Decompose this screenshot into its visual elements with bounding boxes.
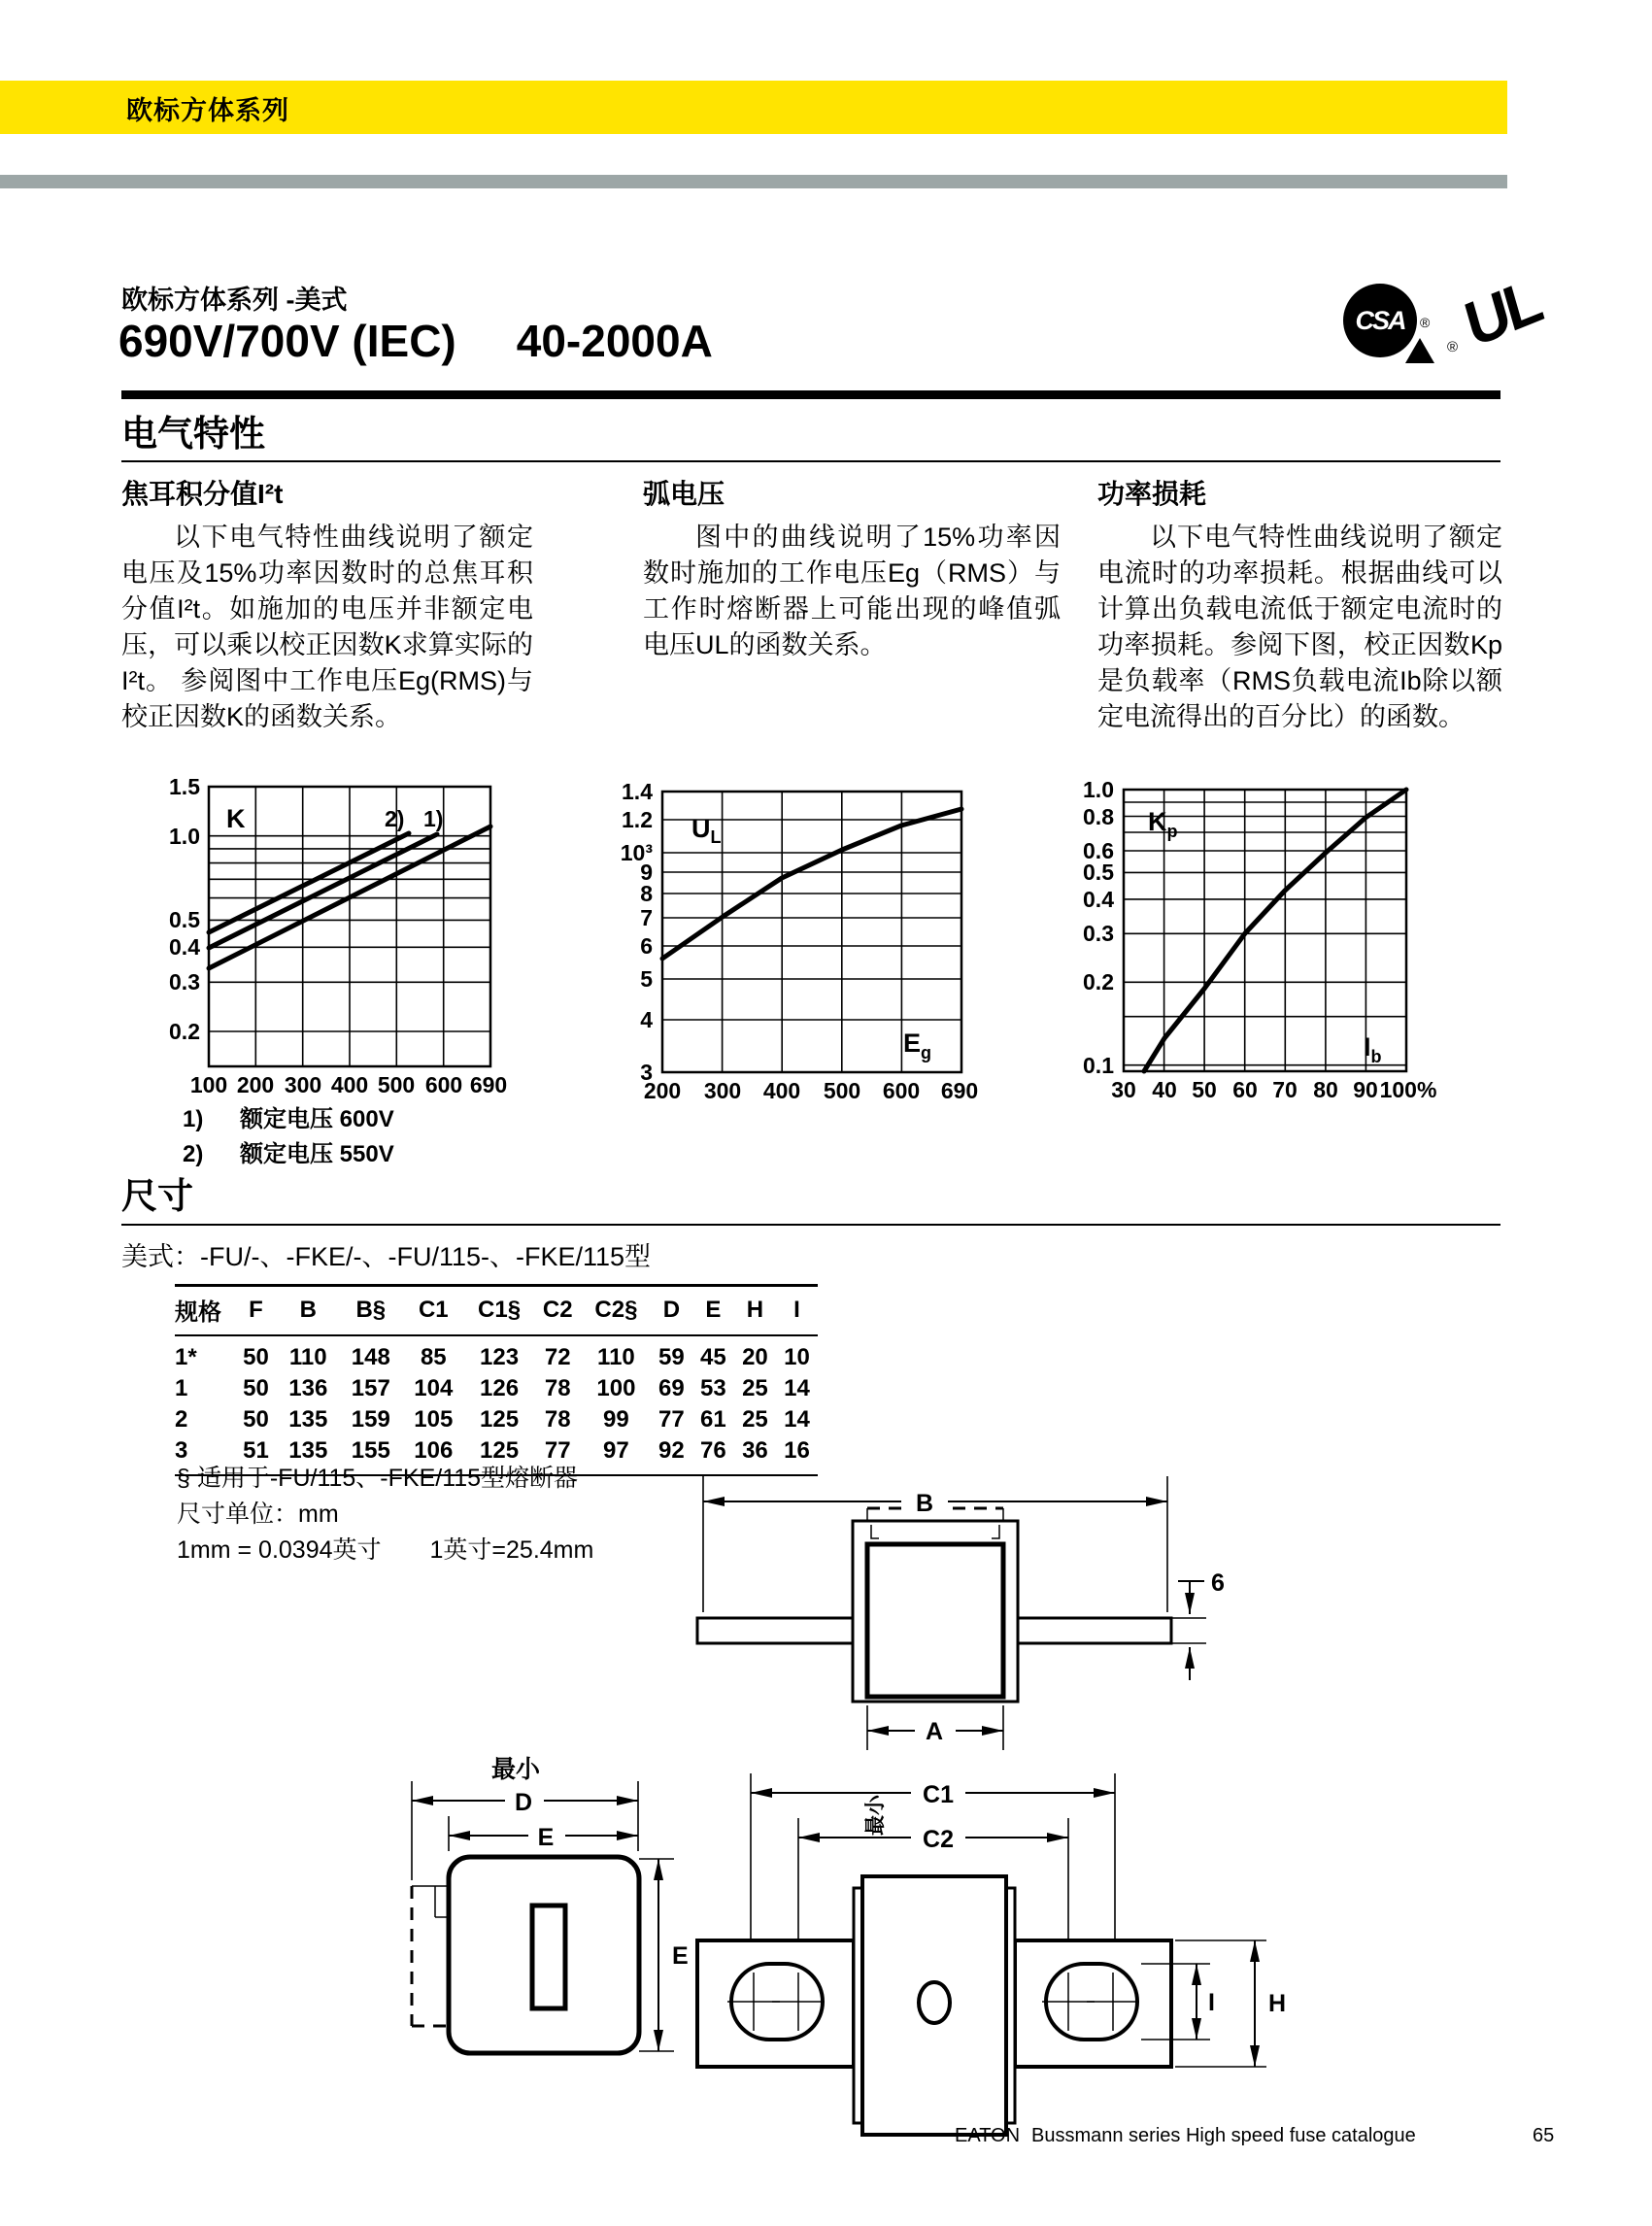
chart-power-loss-correction [1049,762,1476,1112]
table-header-cell: C2§ [582,1286,651,1336]
svg-text:0.3: 0.3 [1083,921,1114,946]
svg-text:50: 50 [1192,1077,1217,1102]
csa-letters: CSA [1355,305,1405,335]
svg-text:1.2: 1.2 [622,807,653,832]
svg-text:90: 90 [1353,1077,1378,1102]
table-cell: 77 [534,1435,582,1475]
table-cell: 100 [596,1375,636,1401]
dimension-table [175,1284,818,1476]
table-cell: 50 [243,1344,269,1370]
table-header-cell: F [235,1286,277,1336]
table-row [175,1335,818,1373]
dimension-table-wrap [175,1284,818,1476]
svg-text:0.4: 0.4 [169,934,200,960]
dim-label-H: H [1268,1990,1287,2017]
column-power-loss [1097,473,1502,735]
svg-text:100: 100 [189,1072,228,1097]
table-cell: 53 [700,1375,726,1401]
svg-text:1.0: 1.0 [169,824,200,849]
chart-legend [183,1105,394,1167]
svg-text:2): 2) [183,1141,204,1167]
dim-label-I: I [1208,1989,1215,2016]
svg-text:0.6: 0.6 [1083,838,1114,863]
table-cell: 106 [402,1435,465,1475]
svg-text:5: 5 [640,966,653,992]
table-cell: 110 [288,1344,327,1370]
y-tick-labels [621,779,654,1085]
column-paragraph: 以下电气特性曲线说明了额定电压及15%功率因数时的总焦耳积分值I²t。如施加的电压并非额定电压，可以乘以校正因数K求算实际的I²t。 参阅图中工作电压Eg(RMS)与校正因数K的函数关系。 [121,523,533,731]
svg-text:额定电压 600V: 额定电压 600V [240,1106,394,1132]
table-header-cell: H [734,1286,776,1336]
table-cell: 51 [235,1435,277,1475]
note-line: 1mm = 0.0394英寸 1英寸=25.4mm [177,1536,594,1564]
header-series-title: 欧标方体系列 [126,96,289,125]
svg-text:100%: 100% [1379,1077,1437,1102]
header-yellow-bar [0,81,1507,134]
table-cell: 78 [544,1375,571,1401]
svg-text:1.4: 1.4 [622,779,653,804]
svg-text:4: 4 [640,1007,653,1032]
american-type-list: 美式：-FU/-、-FKE/-、-FU/115-、-FKE/115型 [121,1242,652,1271]
svg-text:0.1: 0.1 [1083,1053,1114,1078]
svg-text:70: 70 [1272,1077,1298,1102]
svg-text:30: 30 [1111,1077,1136,1102]
x-tick-labels [1111,1077,1436,1102]
svg-text:200: 200 [643,1078,682,1103]
svg-text:300: 300 [703,1078,742,1103]
table-cell: 157 [351,1375,390,1401]
footer-brand: EATON [955,2125,1021,2146]
table-cell: 50 [243,1406,269,1433]
table-header-cell: I [776,1286,818,1336]
svg-text:400: 400 [330,1072,369,1097]
dim-label-D: D [514,1789,533,1816]
svg-text:0.4: 0.4 [1083,887,1114,912]
svg-text:690: 690 [940,1078,979,1103]
axis-label-ib: $I_b$ [1364,1032,1382,1066]
electrical-divider-rule [121,460,1500,462]
table-header-cell: 规格 [175,1286,235,1336]
table-cell: 159 [351,1406,390,1433]
svg-text:0.5: 0.5 [1083,860,1114,885]
table-header-cell: D [651,1286,692,1336]
table-cell: 36 [734,1435,776,1475]
column-heading: 弧电压 [643,479,725,509]
table-cell: 78 [544,1406,571,1433]
dim-label-C1: C1 [923,1781,954,1808]
table-cell: 92 [651,1435,692,1475]
table-cell: 3 [175,1435,235,1475]
min-label-rotated: 最小 [864,1795,887,1836]
dim-label-C2: C2 [923,1826,954,1853]
header-gray-bar [0,175,1507,188]
svg-text:0.3: 0.3 [169,969,200,995]
dim-label-E: E [537,1824,555,1851]
curve-tag-2: 2) [385,806,405,831]
table-cell: 125 [480,1406,520,1433]
table-cell: 76 [692,1435,734,1475]
table-cell: 61 [700,1406,726,1433]
column-arc-voltage [643,473,1061,663]
dim-label-E-vertical: E [672,1942,689,1970]
ul-letters: UL [1457,264,1547,361]
table-cell: 135 [288,1406,328,1433]
dim-label-B: B [915,1490,934,1517]
table-header-cell: B [277,1286,340,1336]
table-cell: 14 [784,1375,810,1401]
svg-text:500: 500 [823,1078,861,1103]
table-cell: 1* [175,1344,197,1370]
table-cell: 135 [277,1435,340,1475]
section-title-dimensions: 尺寸 [121,1176,193,1216]
table-cell: 125 [465,1435,534,1475]
csa-registered-mark: ® [1420,315,1431,330]
svg-text:1): 1) [183,1106,204,1132]
table-cell: 104 [414,1375,454,1401]
x-tick-labels [644,1078,978,1103]
svg-text:690: 690 [469,1072,508,1097]
title-divider-rule [121,390,1500,399]
min-label: 最小 [491,1756,541,1783]
svg-text:0.8: 0.8 [1083,804,1114,829]
table-cell: 16 [776,1435,818,1475]
table-cell: 1 [175,1375,188,1401]
svg-text:0.2: 0.2 [1083,969,1114,995]
svg-text:600: 600 [424,1072,463,1097]
chart-correction-factor-k [117,767,524,1175]
voltage-rating: 690V/700V (IEC) [118,316,456,366]
table-cell: 99 [603,1406,629,1433]
svg-text:40: 40 [1152,1077,1177,1102]
table-cell: 2 [175,1406,188,1433]
table-row [175,1404,818,1435]
y-tick-labels [169,774,200,1044]
svg-text:400: 400 [762,1078,801,1103]
svg-text:80: 80 [1313,1077,1338,1102]
table-cell: 69 [658,1375,685,1401]
table-cell: 20 [742,1344,768,1370]
svg-text:3: 3 [640,1060,653,1085]
csa-certification-logo [1343,284,1450,376]
svg-text:1.0: 1.0 [1083,777,1114,802]
current-rating: 40-2000A [516,316,713,366]
table-cell: 126 [480,1375,520,1401]
table-cell: 77 [658,1406,685,1433]
svg-text:6: 6 [640,933,653,959]
drawing-fuse-side-view [697,1476,1225,1750]
table-header-cell: C2 [534,1286,582,1336]
table-cell: 25 [742,1375,768,1401]
table-header-cell: C1 [402,1286,465,1336]
drawing-fuse-end-view [412,1756,689,2053]
axis-label-k: K [226,804,246,833]
svg-text:7: 7 [640,905,653,930]
svg-text:60: 60 [1232,1077,1258,1102]
table-cell: 136 [288,1375,328,1401]
table-cell: 59 [658,1344,685,1370]
column-paragraph: 以下电气特性曲线说明了额定电流时的功率损耗。根据曲线可以计算出负载电流低于额定电流时的功率损耗。参阅下图，校正因数Kp是负载率（RMS负载电流Ib除以额定电流得出的百分比）的函数。 [1097,523,1502,731]
dim-label-A: A [925,1718,944,1745]
column-heading: 焦耳积分值I²t [121,479,284,509]
table-cell: 14 [784,1406,810,1433]
curve-tag-1: 1) [423,806,444,831]
note-line: § 适用于-FU/115、-FKE/115型熔断器 [177,1465,579,1492]
svg-text:0.5: 0.5 [169,907,200,932]
svg-text:300: 300 [284,1072,322,1097]
svg-text:10³: 10³ [620,840,653,865]
table-header-cell: C1§ [465,1286,534,1336]
svg-text:600: 600 [882,1078,921,1103]
svg-text:额定电压 550V: 额定电压 550V [240,1141,394,1167]
footer-catalogue-title: Bussmann series High speed fuse catalogue [1031,2125,1416,2146]
table-row [175,1373,818,1404]
csa-triangle-icon [1405,338,1434,363]
svg-text:8: 8 [640,881,653,906]
drawing-fuse-front-view [697,1773,1286,2135]
chart-arc-voltage [573,767,981,1117]
dimensions-divider-rule [121,1224,1500,1226]
series-subtitle: 欧标方体系列 -美式 [121,286,348,315]
table-cell: 25 [742,1406,768,1433]
section-title-electrical: 电气特性 [121,414,265,454]
table-cell: 123 [480,1344,520,1370]
table-header-cell: E [692,1286,734,1336]
table-cell: 110 [597,1344,635,1370]
svg-text:1.5: 1.5 [169,774,200,799]
table-cell: 155 [340,1435,403,1475]
dim-label-six: 6 [1211,1569,1225,1597]
table-cell: 50 [243,1375,269,1401]
footer-page-number: 65 [1533,2125,1555,2146]
table-header-cell: B§ [340,1286,403,1336]
table-cell: 72 [544,1344,571,1370]
svg-text:200: 200 [236,1072,275,1097]
ul-registered-mark: ® [1447,339,1459,355]
ul-certification-logo [1447,264,1563,377]
table-cell: 45 [700,1344,726,1370]
column-heading: 功率损耗 [1097,479,1207,509]
note-line: 尺寸单位：mm [177,1501,339,1528]
dimension-drawings [369,1457,1340,2156]
table-cell: 85 [420,1344,447,1370]
table-cell: 10 [784,1344,810,1370]
page-title [118,315,713,367]
axis-label-kp: $K_p$ [1148,807,1178,841]
y-tick-labels [1083,777,1114,1078]
axis-label-eg: $E_g$ [903,1029,932,1062]
x-tick-labels [190,1072,507,1097]
table-cell: 97 [582,1435,651,1475]
column-joule-integral [121,473,533,735]
svg-text:0.2: 0.2 [169,1019,200,1044]
table-cell: 148 [351,1344,390,1370]
svg-text:500: 500 [377,1072,416,1097]
svg-text:9: 9 [640,860,653,885]
column-paragraph: 图中的曲线说明了15%功率因数时施加的工作电压Eg（RMS）与工作时熔断器上可能出现的峰值弧电压UL的函数关系。 [643,523,1061,659]
axis-label-ul: $U_L$ [691,814,722,847]
table-cell: 105 [414,1406,454,1433]
